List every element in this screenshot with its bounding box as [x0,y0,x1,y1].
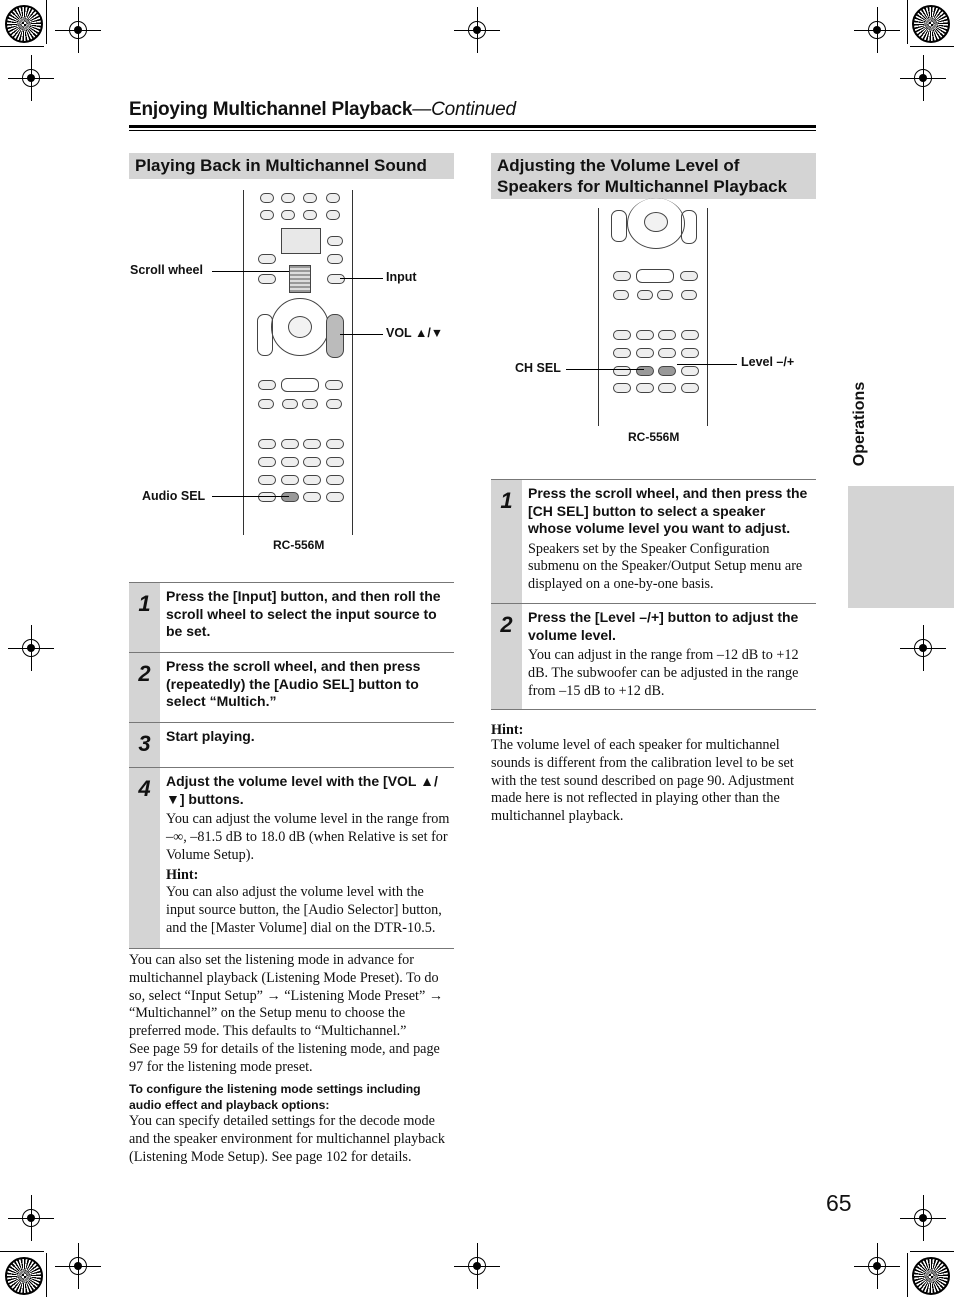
step-number: 1 [129,583,160,652]
crosshair-icon [912,67,934,89]
callout-line [212,271,289,272]
callout-audio-sel: Audio SEL [142,489,206,503]
left-paragraph: You can specify detailed settings for the decode mode and the speaker environment for multichannel playback (Listening Mode Setup). See page 102 for details. [129,1113,445,1165]
hint-text: You can also adjust the volume level with the input source button, the [Audio Selector] button, and the [Master Volume] dial on the DTR-10.5. [166,884,442,936]
trim-mark [910,1251,954,1252]
crosshair-icon [466,19,488,41]
callout-line [340,334,383,335]
callout-line [340,278,383,279]
remote-model-label: RC-556M [628,430,680,444]
callout-line [566,369,644,370]
step [129,723,454,768]
step-text: You can adjust the volume level in the range from –∞, –81.5 dB to 18.0 dB (when Relative is set for Volume Setup). [166,811,450,863]
header-rule [129,125,816,128]
step [129,653,454,723]
step-text: You can adjust in the range from –12 dB to +12 dB. The subwoofer can be adjusted in the range from –15 dB to +12 dB. [528,647,799,699]
step-title: Press the scroll wheel, and then press (repeatedly) the [Audio SEL] button to select “Multich.” [166,658,421,709]
side-tab-label: Operations [851,381,868,467]
step-title: Press the scroll wheel, and then press the [CH SEL] button to select a speaker whose volume level you want to adjust. [528,485,808,536]
crosshair-icon [67,19,89,41]
trim-mark [46,0,47,44]
header-rule-thin [129,130,816,131]
step-title: Press the [Input] button, and then roll the scroll wheel to select the input source to be set. [166,588,441,639]
trim-mark [46,1253,47,1297]
right-section-title: Adjusting the Volume Level of Speakers for Multichannel Playback [491,153,816,199]
step [491,604,816,709]
crosshair-icon [20,637,42,659]
step [491,480,816,604]
crosshair-icon [866,19,888,41]
crosshair-icon [466,1255,488,1277]
left-subheading: To configure the listening mode settings including audio effect and playback options: [129,1082,421,1112]
step-number: 3 [129,723,160,767]
right-steps [491,479,816,710]
remote-control-illustration [243,190,353,535]
step-number: 2 [129,653,160,722]
registration-sun-icon [5,1257,43,1295]
step-number: 4 [129,768,160,948]
trim-mark [0,46,44,47]
remote-model-label: RC-556M [273,538,325,552]
crosshair-icon [912,1207,934,1229]
left-section-title: Playing Back in Multichannel Sound [129,153,454,179]
left-paragraph: See page 59 for details of the listening mode, and page 97 for the listening mode preset. [129,1041,440,1075]
callout-input: Input [386,270,417,284]
hint-text: The volume level of each speaker for multichannel sounds is different from the calibration level to be set with the test sound described on page 90. Adjustment made here is not reflected in playing other than the multichannel playback. [491,737,795,825]
step-title: Start playing. [166,728,255,744]
step [129,583,454,653]
step-title: Press the [Level –/+] button to adjust the volume level. [528,609,799,643]
left-steps [129,582,454,949]
crosshair-icon [866,1255,888,1277]
step-number: 1 [491,480,522,603]
callout-ch-sel: CH SEL [515,361,561,375]
left-paragraph: You can also set the listening mode in advance for multichannel playback (Listening Mode Preset). To do so, select “Input Setup” → “Listening Mode Preset” → “Multichannel” on the Setup menu to choose the preferred mode. This defaults to “Multichannel.” [129,952,444,1040]
callout-line [677,364,737,365]
step [129,768,454,948]
trim-mark [907,0,908,44]
step-text: Speakers set by the Speaker Configuration submenu on the Speaker/Output Setup menu are displayed on a one-by-one basis. [528,540,803,593]
page-number: 65 [826,1190,852,1216]
side-tab [848,486,954,608]
registration-sun-icon [912,5,950,43]
registration-sun-icon [5,5,43,43]
registration-sun-icon [912,1257,950,1295]
callout-scroll-wheel: Scroll wheel [130,263,203,277]
crosshair-icon [67,1255,89,1277]
callout-line [212,496,289,497]
trim-mark [0,1251,44,1252]
trim-mark [910,46,954,47]
remote-control-illustration [598,208,708,426]
crosshair-icon [20,1207,42,1229]
callout-vol: VOL ▲/▼ [386,326,444,340]
page-title: Enjoying Multichannel Playback—Continued [129,99,516,120]
callout-level: Level –/+ [741,355,795,369]
hint-label: Hint: [491,722,524,738]
step-title: Adjust the volume level with the [VOL ▲/▼] buttons. [166,773,438,807]
hint-label: Hint: [166,867,199,884]
step-number: 2 [491,604,522,709]
crosshair-icon [912,637,934,659]
trim-mark [907,1253,908,1297]
crosshair-icon [20,67,42,89]
